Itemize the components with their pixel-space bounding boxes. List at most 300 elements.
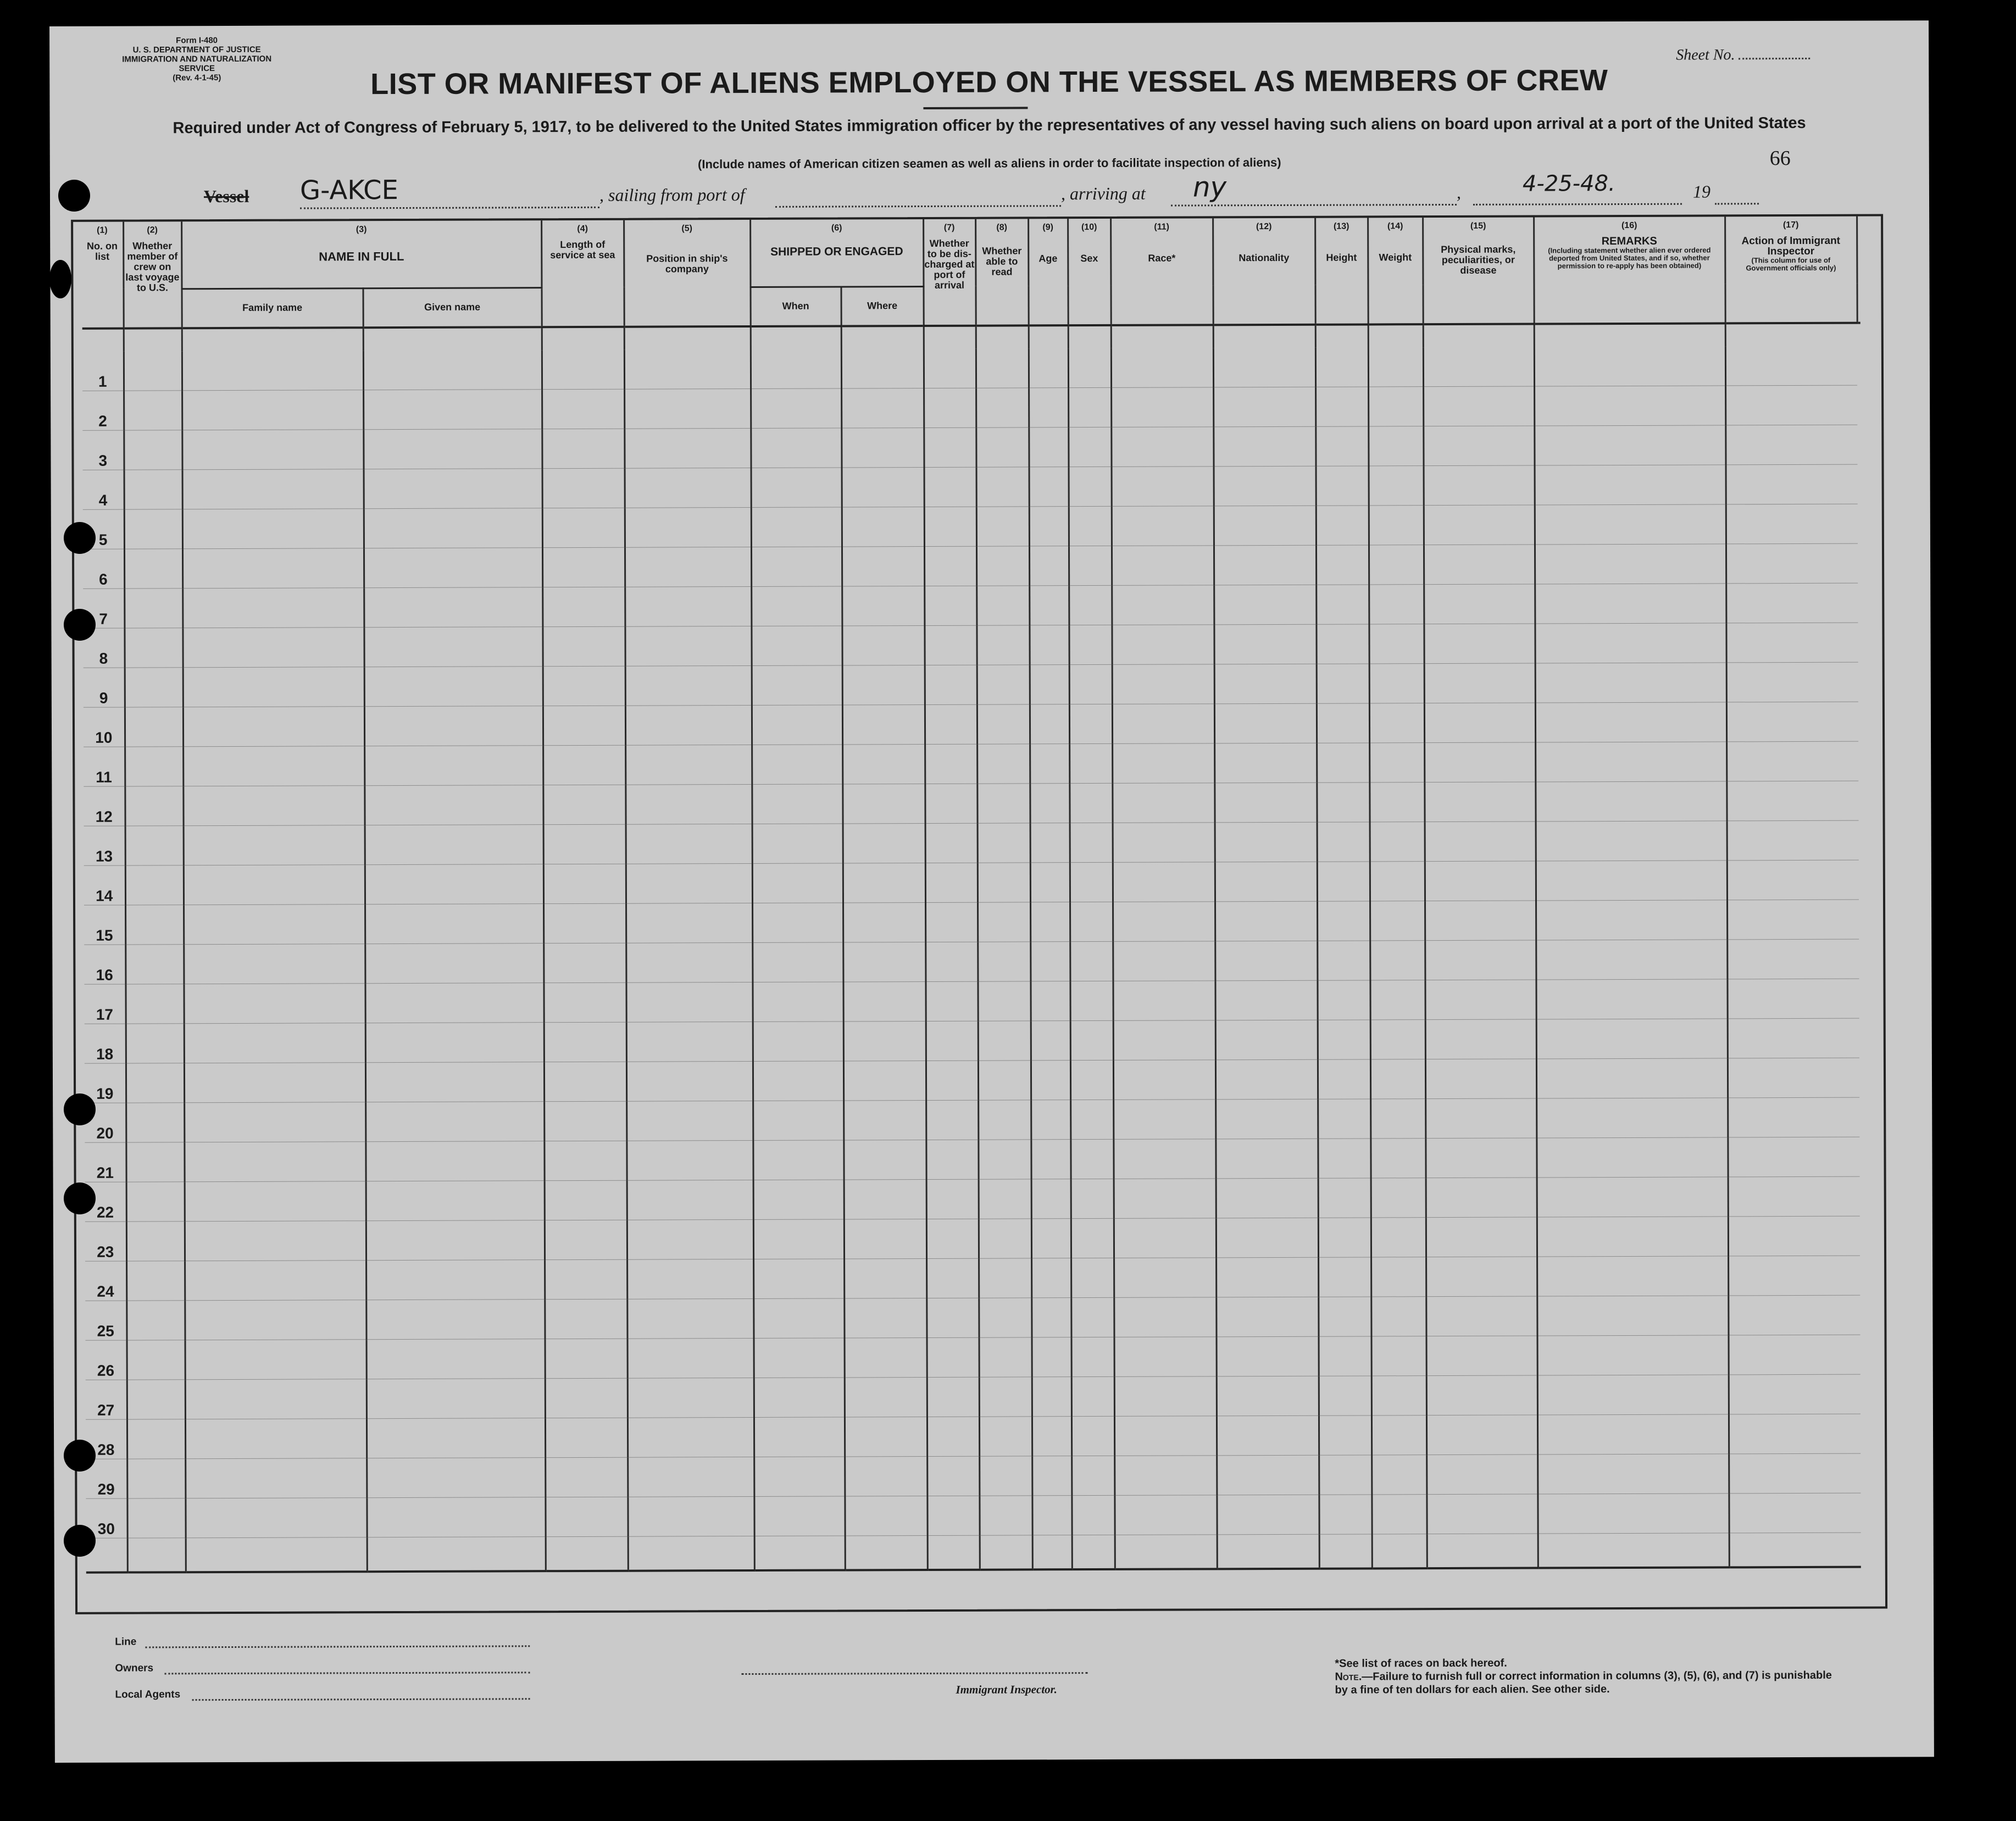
table-cell[interactable] [1069,546,1112,585]
table-cell[interactable] [124,589,182,628]
table-cell[interactable] [841,388,924,428]
table-cell[interactable] [1071,1297,1114,1337]
table-cell[interactable] [844,1219,926,1258]
table-cell[interactable] [1111,387,1213,428]
table-cell[interactable] [925,902,978,942]
table-cell[interactable] [845,1456,927,1496]
table-cell[interactable] [979,1298,1031,1337]
table-cell[interactable] [1725,385,1857,425]
table-cell[interactable] [752,705,842,745]
table-cell[interactable] [924,586,976,625]
table-cell[interactable] [1535,742,1726,782]
table-cell[interactable] [1031,1100,1070,1140]
table-cell[interactable] [1319,1495,1371,1534]
table-cell[interactable] [1426,1336,1537,1376]
table-cell[interactable] [1030,981,1070,1021]
table-cell[interactable] [627,1417,754,1457]
table-cell[interactable] [1071,1495,1114,1535]
table-cell[interactable] [625,745,752,785]
table-cell[interactable] [1369,545,1424,585]
table-cell[interactable] [1537,1256,1728,1296]
table-cell[interactable] [751,468,842,508]
table-cell[interactable] [366,1260,545,1300]
table-cell[interactable] [626,1061,753,1101]
table-cell[interactable] [545,1180,627,1220]
table-cell[interactable] [1214,545,1316,585]
sheet-number-field[interactable] [1739,57,1810,59]
table-cell[interactable] [843,1140,926,1179]
table-cell[interactable] [1369,664,1424,703]
owners-field[interactable] [164,1671,530,1674]
table-cell[interactable] [1213,387,1315,427]
table-cell[interactable] [1726,464,1858,504]
table-cell[interactable] [1424,505,1535,545]
table-cell[interactable] [1215,862,1317,902]
table-cell[interactable] [1070,902,1113,941]
table-cell[interactable] [627,1338,754,1378]
table-cell[interactable] [841,428,924,468]
table-cell[interactable] [924,467,976,507]
table-cell[interactable] [125,865,184,905]
table-cell[interactable] [182,390,363,430]
table-cell[interactable] [126,1142,184,1182]
table-cell[interactable] [1318,1139,1370,1178]
table-cell[interactable] [1318,1020,1370,1059]
table-cell[interactable] [124,470,182,509]
table-cell[interactable] [844,1298,926,1337]
table-cell[interactable] [627,1259,753,1299]
table-cell[interactable] [1426,1257,1537,1297]
table-cell[interactable] [1536,821,1727,861]
table-cell[interactable] [1426,1494,1537,1534]
table-cell[interactable] [1069,506,1112,546]
table-cell[interactable] [1424,624,1535,664]
table-cell[interactable] [1425,1059,1536,1099]
table-cell[interactable] [751,586,842,626]
table-cell[interactable] [1425,821,1536,862]
table-cell[interactable] [977,665,1030,704]
table-cell[interactable] [753,1021,843,1062]
table-cell[interactable] [363,390,542,430]
table-cell[interactable] [1726,702,1858,742]
table-cell[interactable] [1114,1376,1217,1417]
table-cell[interactable] [1423,347,1534,387]
table-cell[interactable] [542,350,624,390]
table-cell[interactable] [1369,743,1424,782]
table-cell[interactable] [754,1496,845,1536]
table-cell[interactable] [1032,1417,1071,1456]
table-cell[interactable] [125,984,184,1024]
table-cell[interactable] [1728,1018,1859,1058]
table-cell[interactable] [1424,545,1535,585]
table-cell[interactable] [1317,941,1370,980]
table-cell[interactable] [976,428,1029,467]
table-cell[interactable] [1071,1218,1114,1258]
table-cell[interactable] [626,982,752,1022]
table-cell[interactable] [1318,1218,1371,1257]
table-cell[interactable] [1726,662,1858,702]
table-cell[interactable] [926,1140,978,1179]
table-cell[interactable] [1371,1257,1426,1297]
table-cell[interactable] [924,349,976,388]
table-cell[interactable] [182,548,364,589]
table-cell[interactable] [926,1061,978,1100]
table-cell[interactable] [183,707,364,747]
table-cell[interactable] [1216,1257,1318,1297]
table-cell[interactable] [1032,1337,1071,1377]
table-cell[interactable] [978,1061,1031,1100]
table-cell[interactable] [185,1498,366,1538]
table-cell[interactable] [184,944,365,984]
table-cell[interactable] [542,468,625,508]
table-cell[interactable] [1371,1455,1426,1495]
table-cell[interactable] [124,628,182,668]
table-cell[interactable] [1371,1297,1426,1336]
table-cell[interactable] [926,1179,979,1219]
table-cell[interactable] [843,903,925,942]
table-cell[interactable] [751,507,842,547]
table-cell[interactable] [127,1459,185,1498]
table-cell[interactable] [364,785,543,825]
table-cell[interactable] [1114,1337,1217,1377]
table-cell[interactable] [125,786,183,826]
table-cell[interactable] [127,1340,185,1380]
table-cell[interactable] [545,1299,627,1339]
table-cell[interactable] [752,982,843,1022]
table-cell[interactable] [183,667,364,707]
table-cell[interactable] [182,469,364,509]
table-cell[interactable] [924,388,976,428]
table-cell[interactable] [1317,980,1370,1020]
table-cell[interactable] [1424,703,1535,743]
table-cell[interactable] [626,1021,753,1062]
table-cell[interactable] [1113,1100,1215,1140]
table-cell[interactable] [627,1378,754,1418]
table-cell[interactable] [366,1339,545,1379]
table-cell[interactable] [1029,625,1069,665]
table-cell[interactable] [752,863,843,903]
table-cell[interactable] [842,547,924,586]
table-cell[interactable] [1319,1455,1371,1495]
table-cell[interactable] [1216,1218,1318,1258]
table-cell[interactable] [924,546,976,586]
table-cell[interactable] [1728,1058,1859,1098]
table-cell[interactable] [754,1378,845,1418]
table-cell[interactable] [1537,1335,1729,1375]
table-cell[interactable] [1371,1415,1426,1455]
table-cell[interactable] [1114,1495,1217,1535]
table-cell[interactable] [1031,1179,1071,1219]
table-cell[interactable] [979,1337,1032,1377]
table-cell[interactable] [1425,1098,1536,1139]
table-cell[interactable] [1114,1416,1217,1456]
table-cell[interactable] [977,784,1030,823]
table-cell[interactable] [624,349,751,389]
table-cell[interactable] [1215,1139,1318,1179]
sailing-port-field[interactable] [775,204,1061,208]
table-cell[interactable] [1727,860,1859,900]
table-cell[interactable] [1032,1496,1071,1535]
table-cell[interactable] [977,704,1030,744]
table-cell[interactable] [1112,704,1214,744]
table-cell[interactable] [843,863,925,903]
table-cell[interactable] [1214,743,1317,783]
table-cell[interactable] [1725,346,1857,386]
table-cell[interactable] [1113,862,1215,902]
table-cell[interactable] [545,1378,627,1418]
table-cell[interactable] [1726,623,1858,663]
table-cell[interactable] [126,1103,184,1142]
table-cell[interactable] [543,864,626,903]
table-cell[interactable] [185,1221,366,1261]
table-cell[interactable] [182,628,364,668]
table-cell[interactable] [625,665,752,706]
table-cell[interactable] [1113,823,1215,863]
table-cell[interactable] [927,1377,979,1417]
table-cell[interactable] [1425,861,1536,901]
table-cell[interactable] [1032,1377,1071,1417]
table-cell[interactable] [626,863,752,903]
table-cell[interactable] [1536,860,1727,901]
table-cell[interactable] [1537,1296,1728,1336]
table-cell[interactable] [1728,1295,1860,1335]
table-cell[interactable] [1317,664,1369,703]
table-cell[interactable] [545,1497,627,1536]
table-cell[interactable] [979,1417,1032,1456]
table-cell[interactable] [1113,1139,1215,1179]
table-cell[interactable] [978,1021,1031,1061]
table-cell[interactable] [1112,467,1214,507]
table-cell[interactable] [1069,664,1112,704]
table-cell[interactable] [1030,784,1069,823]
table-cell[interactable] [1534,386,1725,426]
table-cell[interactable] [1113,902,1215,942]
table-cell[interactable] [183,746,364,786]
table-cell[interactable] [1425,901,1536,941]
table-cell[interactable] [926,1100,978,1140]
table-cell[interactable] [1371,1495,1426,1534]
table-cell[interactable] [1728,1137,1859,1177]
line-field[interactable] [145,1645,530,1648]
table-cell[interactable] [125,668,183,707]
table-cell[interactable] [976,388,1029,428]
table-cell[interactable] [365,1102,544,1142]
table-cell[interactable] [1424,742,1535,782]
table-cell[interactable] [1729,1414,1861,1454]
table-cell[interactable] [1113,981,1215,1021]
table-cell[interactable] [183,786,364,826]
arrival-date-value[interactable]: 4-25-48. [1522,171,1615,197]
table-cell[interactable] [1726,781,1858,821]
table-cell[interactable] [1318,1178,1371,1218]
table-cell[interactable] [841,349,924,388]
table-cell[interactable] [1215,1020,1318,1060]
table-cell[interactable] [124,509,182,549]
table-cell[interactable] [752,784,842,824]
table-cell[interactable] [542,547,625,587]
table-cell[interactable] [1537,1454,1729,1494]
table-cell[interactable] [182,351,363,391]
table-cell[interactable] [752,903,843,943]
table-cell[interactable] [843,1100,926,1140]
table-cell[interactable] [1112,625,1214,665]
table-cell[interactable] [753,1061,843,1101]
table-cell[interactable] [1425,980,1536,1020]
table-cell[interactable] [1369,624,1424,664]
table-cell[interactable] [126,1024,184,1063]
table-cell[interactable] [543,903,626,943]
table-cell[interactable] [1536,1098,1728,1138]
table-cell[interactable] [543,943,626,982]
table-cell[interactable] [543,706,625,745]
table-cell[interactable] [842,705,925,745]
table-cell[interactable] [1069,704,1112,743]
table-cell[interactable] [1068,348,1111,388]
table-cell[interactable] [1112,743,1214,784]
table-cell[interactable] [1029,428,1068,467]
table-cell[interactable] [366,1220,545,1261]
table-cell[interactable] [1371,1336,1426,1376]
table-cell[interactable] [365,983,543,1023]
table-cell[interactable] [1214,585,1316,625]
table-cell[interactable] [625,784,752,824]
table-cell[interactable] [1069,783,1112,823]
table-cell[interactable] [978,902,1030,942]
table-cell[interactable] [366,1379,545,1419]
arriving-port-value[interactable]: ny [1192,171,1227,203]
table-cell[interactable] [924,507,976,546]
table-cell[interactable] [1032,1456,1071,1496]
table-cell[interactable] [1424,465,1535,506]
table-cell[interactable] [754,1338,845,1378]
table-cell[interactable] [185,1419,366,1459]
table-cell[interactable] [1317,901,1370,941]
table-cell[interactable] [925,823,978,863]
table-cell[interactable] [1215,1059,1318,1100]
table-cell[interactable] [1317,862,1370,901]
table-cell[interactable] [184,1063,365,1103]
table-cell[interactable] [1536,1137,1728,1178]
table-cell[interactable] [1537,1494,1729,1534]
table-cell[interactable] [542,508,625,547]
table-cell[interactable] [1536,1058,1728,1098]
table-cell[interactable] [1536,1019,1728,1059]
table-cell[interactable] [542,587,625,626]
table-cell[interactable] [1068,387,1111,427]
table-cell[interactable] [926,1021,978,1061]
table-cell[interactable] [1070,1060,1113,1100]
table-cell[interactable] [365,825,543,865]
table-cell[interactable] [127,1419,185,1459]
table-cell[interactable] [842,507,924,547]
table-cell[interactable] [1030,902,1070,942]
table-cell[interactable] [364,469,542,509]
table-cell[interactable] [753,1101,843,1141]
table-cell[interactable] [925,665,977,704]
table-cell[interactable] [542,626,625,666]
table-cell[interactable] [1071,1416,1114,1456]
table-cell[interactable] [543,785,625,824]
table-cell[interactable] [1071,1179,1114,1218]
table-cell[interactable] [544,1022,626,1062]
table-cell[interactable] [544,1141,626,1180]
table-cell[interactable] [366,1497,545,1537]
table-cell[interactable] [1069,743,1112,783]
table-cell[interactable] [544,1101,626,1141]
table-cell[interactable] [752,942,843,982]
table-cell[interactable] [843,824,925,863]
table-cell[interactable] [925,863,978,902]
table-cell[interactable] [1031,1061,1070,1100]
table-cell[interactable] [185,1261,366,1301]
table-cell[interactable] [1425,940,1536,980]
table-cell[interactable] [843,1061,926,1100]
table-cell[interactable] [364,508,542,548]
table-cell[interactable] [1368,387,1423,426]
table-cell[interactable] [1370,901,1425,941]
table-cell[interactable] [366,1181,545,1221]
table-cell[interactable] [1030,942,1070,981]
table-cell[interactable] [1537,1414,1729,1454]
table-cell[interactable] [978,981,1031,1021]
table-cell[interactable] [627,1180,753,1220]
table-cell[interactable] [843,942,925,981]
table-cell[interactable] [925,784,977,823]
table-cell[interactable] [624,428,751,468]
table-cell[interactable] [1729,1493,1861,1533]
table-cell[interactable] [842,626,924,665]
table-cell[interactable] [364,706,543,746]
table-cell[interactable] [1426,1178,1537,1218]
table-cell[interactable] [1215,941,1317,981]
table-cell[interactable] [1725,425,1857,465]
table-cell[interactable] [926,1298,979,1337]
table-cell[interactable] [625,507,751,547]
table-cell[interactable] [182,430,363,470]
table-cell[interactable] [542,389,624,429]
table-cell[interactable] [1112,546,1214,586]
table-cell[interactable] [751,547,842,587]
table-cell[interactable] [927,1417,979,1456]
table-cell[interactable] [1069,467,1112,506]
table-cell[interactable] [1070,1100,1113,1139]
table-cell[interactable] [1070,862,1113,902]
table-cell[interactable] [1426,1217,1537,1257]
table-cell[interactable] [1426,1454,1537,1495]
table-cell[interactable] [976,348,1029,388]
table-cell[interactable] [1114,1456,1217,1496]
table-cell[interactable] [926,981,978,1021]
table-cell[interactable] [1319,1336,1371,1376]
table-cell[interactable] [924,625,976,665]
table-cell[interactable] [627,1496,754,1536]
table-cell[interactable] [625,705,752,745]
table-cell[interactable] [978,942,1030,981]
table-cell[interactable] [1534,425,1725,465]
table-cell[interactable] [925,744,977,784]
table-cell[interactable] [976,586,1029,625]
table-cell[interactable] [1030,823,1070,863]
table-cell[interactable] [124,430,182,470]
table-cell[interactable] [626,824,752,864]
table-cell[interactable] [185,1340,366,1380]
table-cell[interactable] [1535,663,1726,703]
table-cell[interactable] [365,943,543,984]
table-cell[interactable] [1070,981,1113,1020]
table-cell[interactable] [1317,822,1370,862]
table-cell[interactable] [1537,1375,1729,1415]
table-cell[interactable] [184,904,365,945]
